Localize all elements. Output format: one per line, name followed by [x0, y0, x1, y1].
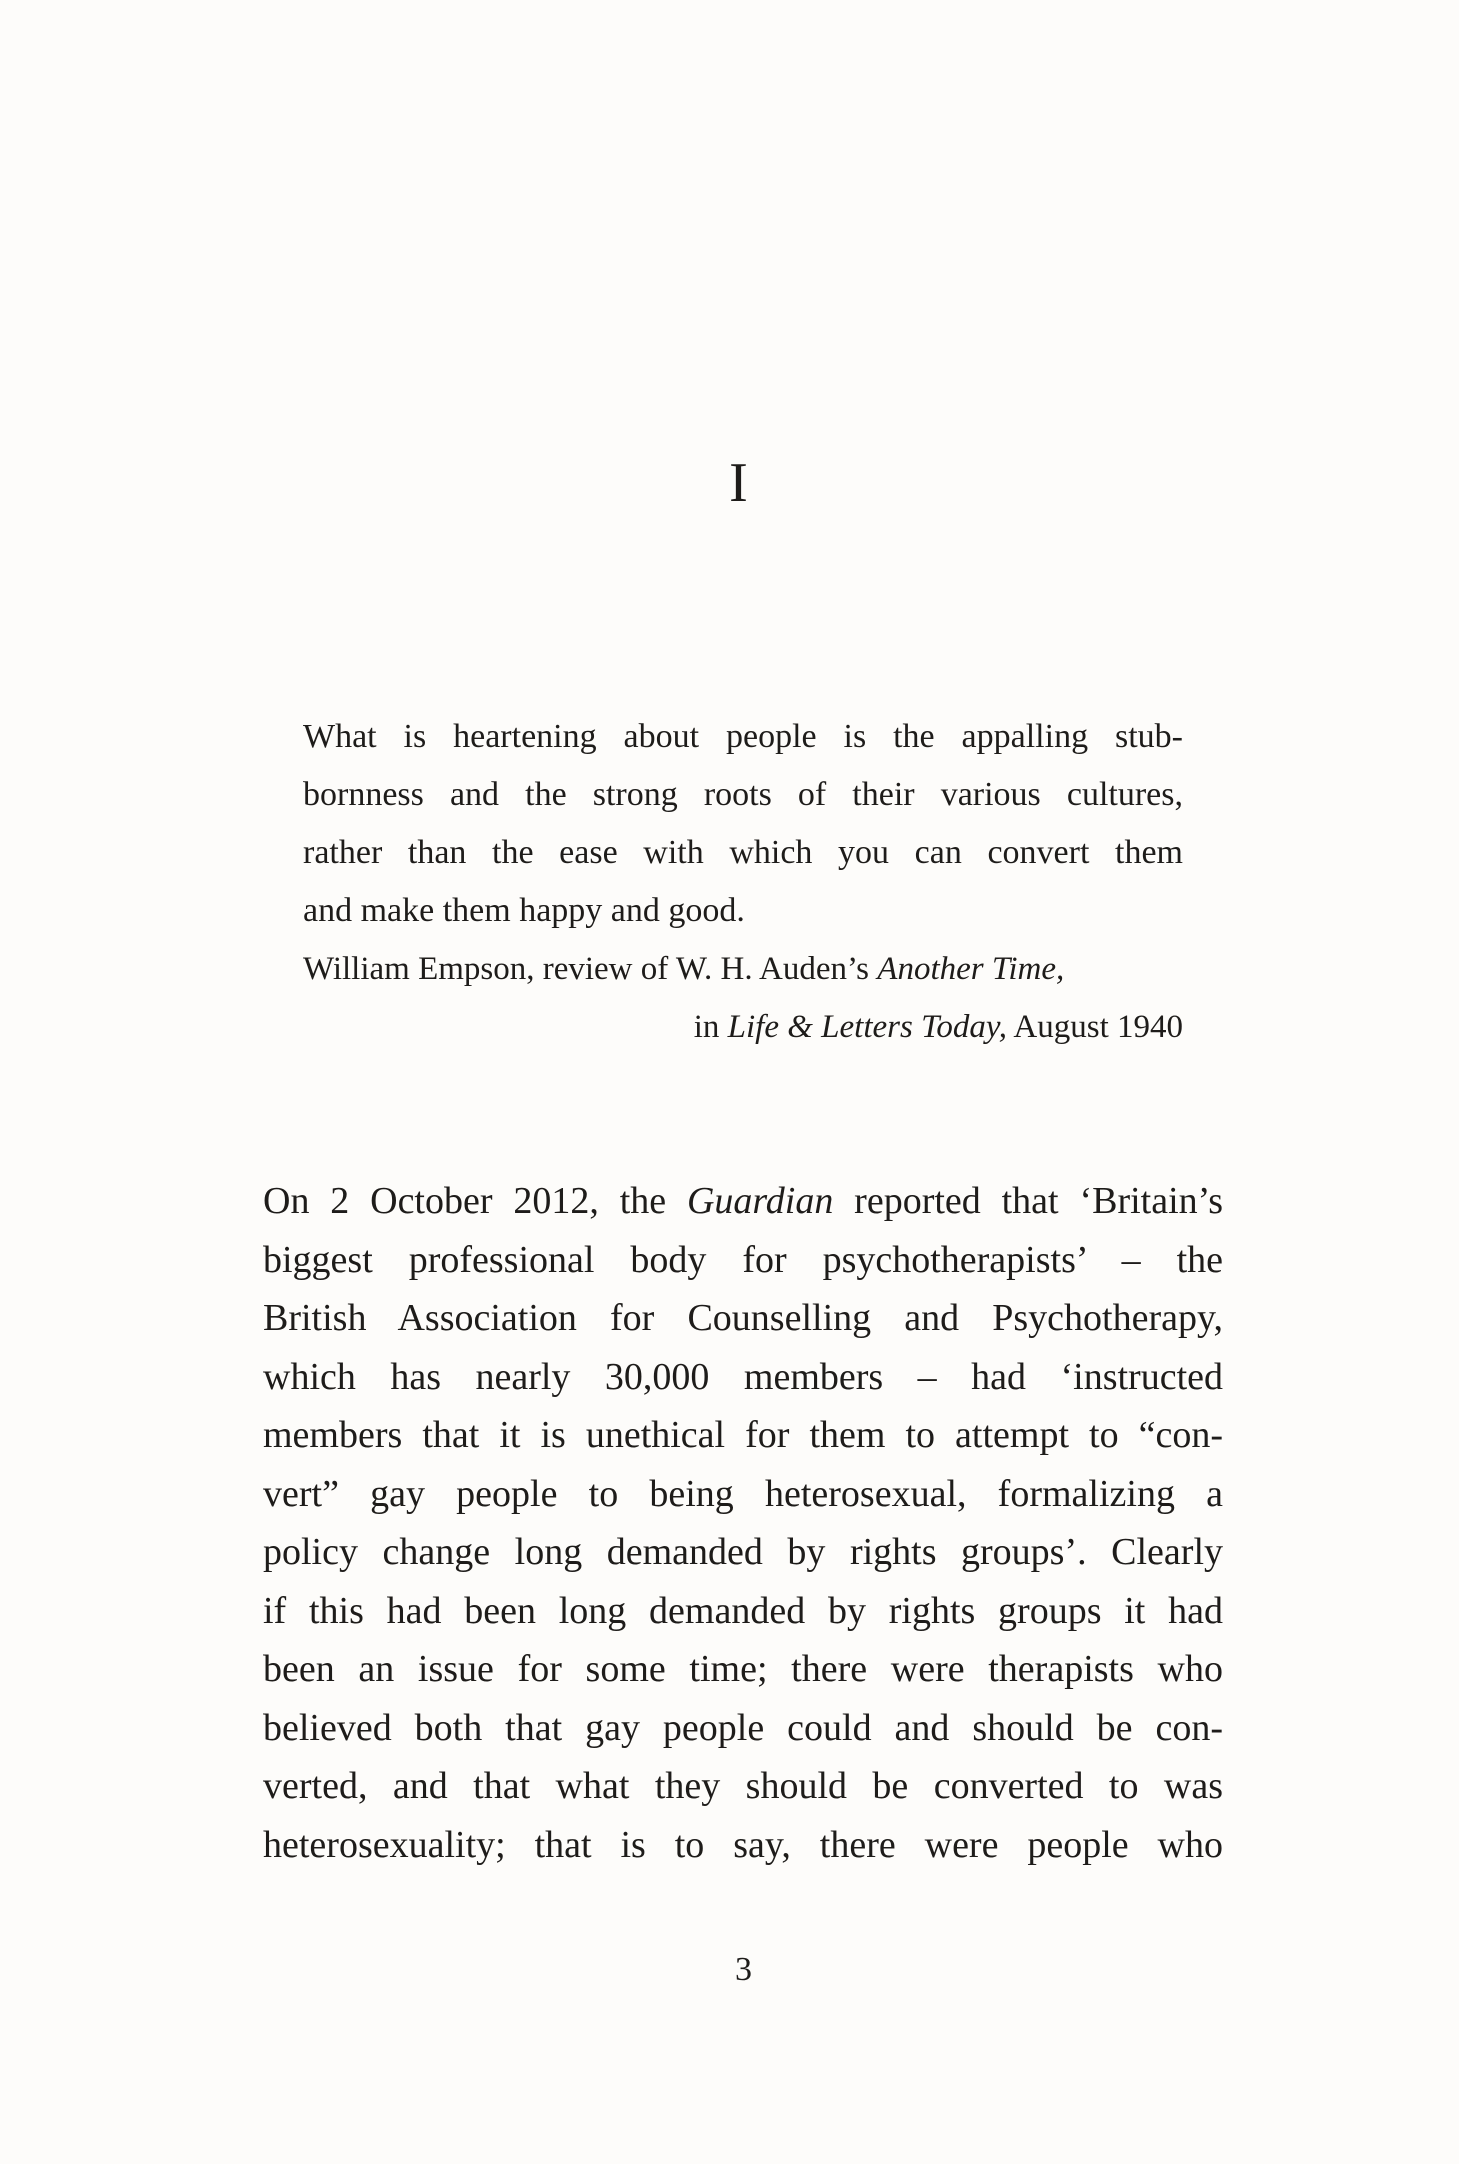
epigraph-quote-line: and make them happy and good.	[303, 892, 745, 929]
body-line: which has nearly 30,000 members – had ‘instructed	[263, 1355, 1223, 1398]
body-line: policy change long demanded by rights groups’. Clearly	[263, 1531, 1223, 1573]
body-line-1-suffix: reported that ‘Britain’s	[833, 1180, 1223, 1222]
body-line: been an issue for some time; there were therapists who	[263, 1648, 1223, 1690]
attribution-date: August 1940	[1006, 1009, 1183, 1045]
epigraph	[303, 708, 1183, 1056]
body-line: believed both that gay people could and should be con-	[263, 1706, 1223, 1749]
body-paragraph	[263, 1172, 1223, 1874]
chapter-number: I	[729, 452, 748, 514]
body-line: biggest professional body for psychotherapists’ – the	[263, 1238, 1223, 1281]
body-line: if this had been long demanded by rights groups it had	[263, 1589, 1223, 1632]
body-line: vert” gay people to being heterosexual, formalizing a	[263, 1472, 1223, 1515]
newspaper-title: Guardian	[686, 1180, 834, 1222]
body-line-1-prefix: On 2 October 2012, the	[263, 1180, 687, 1222]
body-line: British Association for Counselling and Psychotherapy,	[263, 1297, 1223, 1339]
epigraph-quote-line: bornness and the strong roots of their various cultures,	[303, 776, 1183, 813]
body-line: verted, and that what they should be converted to was	[263, 1765, 1223, 1807]
epigraph-quote-line: rather than the ease with which you can convert them	[303, 834, 1183, 871]
attribution-work-title: Another Time,	[877, 951, 1065, 987]
body-line: members that it is unethical for them to attempt to “con-	[263, 1414, 1223, 1456]
body-line	[263, 1172, 1223, 1231]
epigraph-attribution-source	[303, 998, 1183, 1056]
attribution-author-text: William Empson, review of W. H. Auden’s	[303, 951, 878, 987]
page-number: 3	[735, 1951, 752, 1988]
body-line: heterosexuality; that is to say, there were people who	[263, 1823, 1223, 1866]
attribution-publication: Life & Letters Today,	[727, 1009, 1007, 1045]
epigraph-attribution-author	[303, 940, 1183, 998]
attribution-in: in	[693, 1009, 728, 1045]
epigraph-quote-line: What is heartening about people is the appalling stub-	[303, 718, 1183, 755]
